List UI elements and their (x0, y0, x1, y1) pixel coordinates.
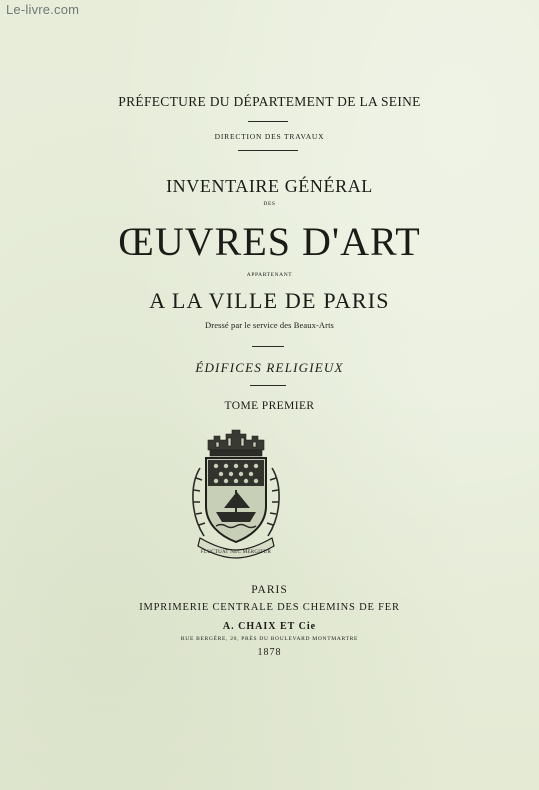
rule-2 (238, 150, 298, 151)
mural-crown-icon (208, 430, 264, 456)
appartenant-word: APPARTENANT (246, 272, 293, 278)
rule-3 (252, 346, 284, 347)
motto-text: FLUCTUAT NEC MERGITUR (200, 550, 272, 555)
watermark: Le-livre.com (6, 2, 80, 17)
imprint-printer: IMPRIMERIE CENTRALE DES CHEMINS DE FER (139, 602, 400, 613)
paris-coat-of-arms (186, 428, 286, 560)
des-word: DES (263, 201, 276, 207)
prefecture-heading: PRÉFECTURE DU DÉPARTEMENT DE LA SEINE (118, 94, 421, 109)
main-title: ŒUVRES D'ART (118, 219, 421, 264)
imprint-address: RUE BERGÈRE, 20, PRÈS DU BOULEVARD MONTMARTRE (180, 636, 359, 642)
direction-heading: DIRECTION DES TRAVAUX (214, 132, 325, 141)
rule-1 (248, 121, 288, 122)
rule-4 (250, 385, 286, 386)
ville-title: A LA VILLE DE PARIS (149, 288, 390, 313)
inventaire-title: INVENTAIRE GÉNÉRAL (166, 176, 373, 196)
imprint-city: PARIS (251, 584, 288, 596)
edifices-heading: ÉDIFICES RELIGIEUX (195, 360, 344, 375)
imprint-year: 1878 (257, 647, 282, 658)
dresse-subtitle: Dressé par le service des Beaux-Arts (205, 320, 334, 330)
shield-icon (206, 458, 266, 542)
imprint-publisher: A. CHAIX ET Cie (222, 621, 317, 632)
tome-heading: TOME PREMIER (224, 400, 315, 412)
